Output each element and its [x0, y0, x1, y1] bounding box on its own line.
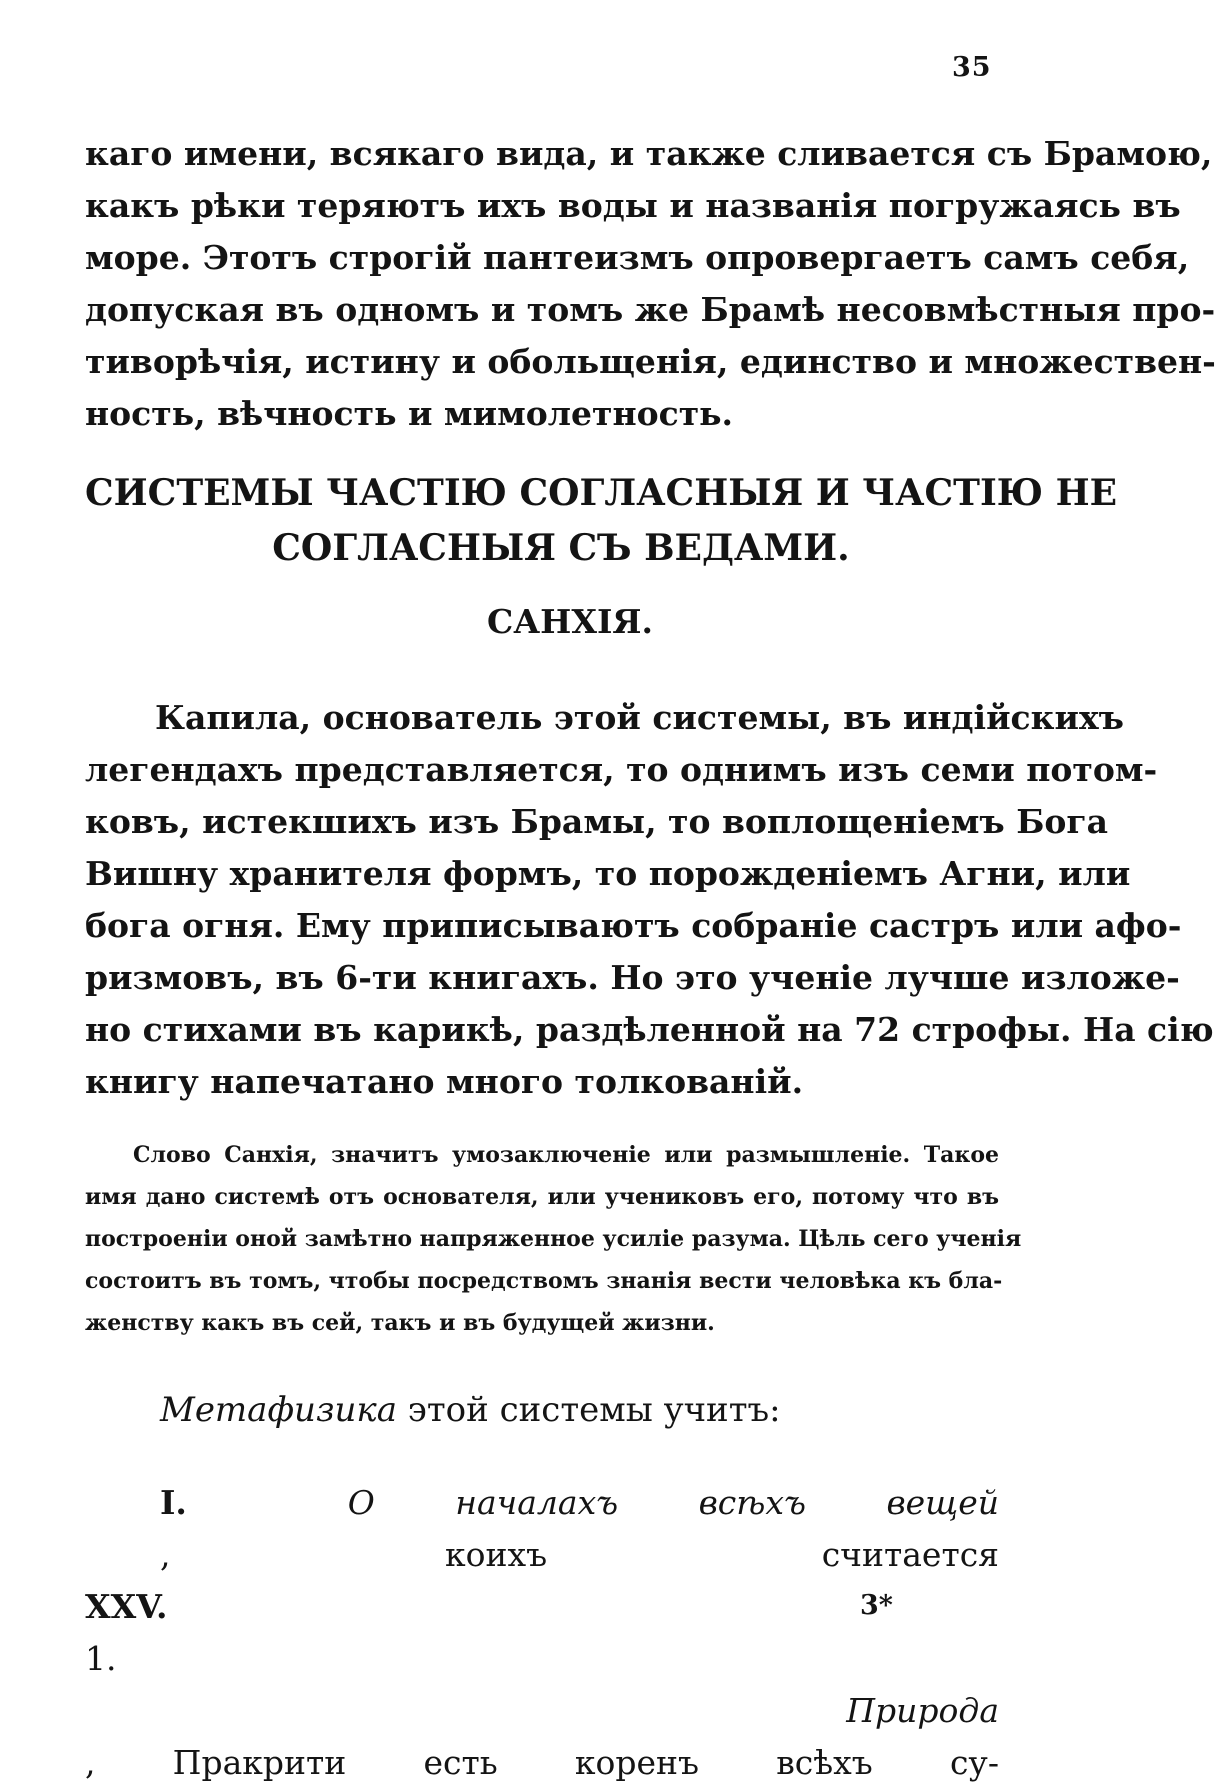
text-line: Капила, основатель этой системы, въ индійскихъ: [155, 698, 1124, 737]
list-item-rest: , Пракрити есть коренъ всѣхъ су-: [85, 1743, 999, 1782]
footnote-line: женству какъ въ сей, такъ и въ будущей жизни.: [85, 1310, 715, 1336]
text-line: легендахъ представляется, то однимъ изъ семи потом-: [85, 750, 1158, 789]
footnote-line: Слово Санхія, значитъ умозаключеніе или размышленіе. Такое: [133, 1142, 999, 1168]
text-line: допуская въ одномъ и томъ же Брамѣ несовмѣстныя про-: [85, 290, 1216, 329]
list-item-numeral: I.: [160, 1483, 187, 1522]
text-line: но стихами въ карикѣ, раздѣленной на 72 строфы. На сію: [85, 1010, 1214, 1049]
metaphysics-intro: [160, 1384, 781, 1436]
list-item-italic: Природа: [846, 1691, 999, 1730]
list-item-number: 1.: [85, 1639, 117, 1678]
section-title: САНХІЯ.: [487, 602, 653, 641]
footnote-line: построеніи оной замѣтно напряженное усиліе разума. Цѣль сего ученія: [85, 1226, 1022, 1252]
footnote-line: имя дано системѣ отъ основателя, или учениковъ его, потому что въ: [85, 1184, 999, 1210]
text-line: море. Этотъ строгій пантеизмъ опровергаетъ самъ себя,: [85, 238, 1190, 277]
text-line: каго имени, всякаго вида, и также сливается съ Брамою,: [85, 134, 1213, 173]
chapter-heading-line: СОГЛАСНЫЯ СЪ ВЕДАМИ.: [272, 527, 850, 569]
text-line: бога огня. Ему приписываютъ собраніе састръ или афо-: [85, 906, 1182, 945]
list-item-numeral: XXV.: [85, 1587, 168, 1626]
list-item-line: [85, 1477, 999, 1581]
chapter-heading-line: СИСТЕМЫ ЧАСТІЮ СОГЛАСНЫЯ И ЧАСТІЮ НЕ: [85, 472, 1118, 514]
text-line: какъ рѣки теряютъ ихъ воды и названія погружаясь въ: [85, 186, 1181, 225]
text-line: ковъ, истекшихъ изъ Брамы, то воплощеніемъ Бога: [85, 802, 1109, 841]
footnote: [85, 1134, 1022, 1344]
text-line: книгу напечатано много толкованій.: [85, 1062, 804, 1101]
list-item-italic: О началахъ всѣхъ вещей: [347, 1483, 999, 1522]
list-item-principles: [85, 1477, 999, 1789]
paragraph-kapila: [85, 692, 1214, 1108]
text-line: ризмовъ, въ 6-ти книгахъ. Но это ученіе лучше изложе-: [85, 958, 1180, 997]
metaphysics-intro-rest: этой системы учитъ:: [396, 1390, 781, 1430]
text-line: ность, вѣчность и мимолетность.: [85, 394, 734, 433]
list-item-rest: , коихъ считается: [160, 1535, 999, 1574]
text-line: Вишну хранителя формъ, то порожденіемъ Агни, или: [85, 854, 1131, 893]
chapter-heading: [85, 466, 1118, 576]
signature-mark: 3*: [860, 1590, 893, 1621]
metaphysics-term: Метафизика: [160, 1390, 397, 1430]
paragraph-pantheism: [85, 128, 1216, 440]
text-line: тиворѣчія, истину и обольщенія, единство и множествен-: [85, 342, 1216, 381]
footnote-line: состоитъ въ томъ, чтобы посредствомъ знанія вести человѣка къ бла-: [85, 1268, 1003, 1294]
page-number: 35: [952, 52, 992, 83]
